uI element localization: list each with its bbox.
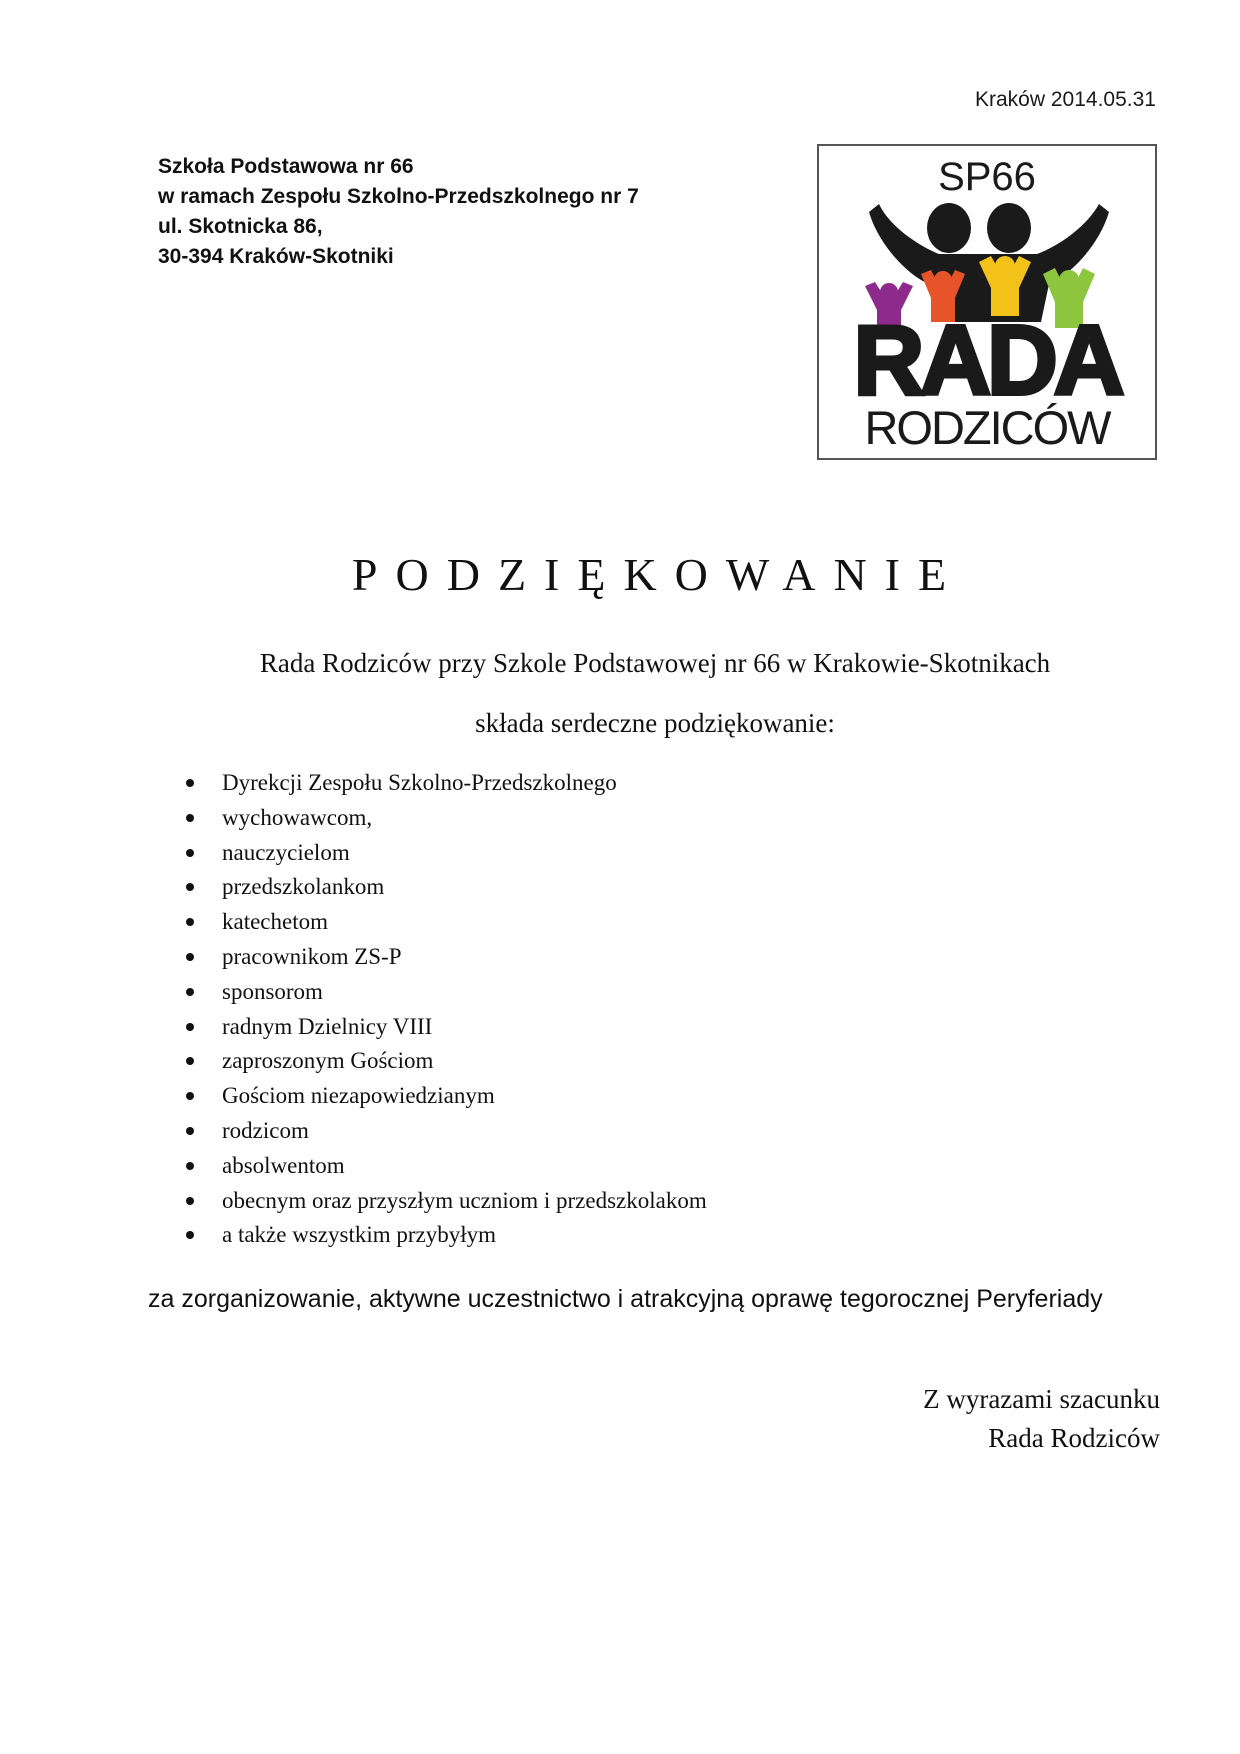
bullet-icon (186, 1092, 194, 1100)
list-item: katechetom (186, 905, 707, 940)
bullet-icon (186, 1162, 194, 1170)
bullet-icon (186, 988, 194, 996)
signoff-line-signature: Rada Rodziców (988, 1423, 1160, 1453)
intro-line-2: składa serdeczne podziękowanie: (475, 708, 835, 738)
sender-address (158, 152, 639, 272)
bullet-icon (186, 1197, 194, 1205)
address-line-street: ul. Skotnicka 86, (158, 215, 323, 238)
address-line-school: Szkoła Podstawowa nr 66 (158, 155, 414, 178)
bullet-icon (186, 1231, 194, 1239)
bullet-icon (186, 849, 194, 857)
list-item: a także wszystkim przybyłym (186, 1218, 707, 1253)
list-item: wychowawcom, (186, 801, 707, 836)
list-item: nauczycielom (186, 836, 707, 871)
bullet-icon (186, 918, 194, 926)
list-item: rodzicom (186, 1114, 707, 1149)
bullet-icon (186, 1127, 194, 1135)
logo-top-text: SP66 (938, 155, 1036, 199)
bullet-icon (186, 1023, 194, 1031)
closing-paragraph: za zorganizowanie, aktywne uczestnictwo i atrakcyjną oprawę tegorocznej Peryferiady (148, 1285, 1103, 1313)
address-line-complex: w ramach Zespołu Szkolno-Przedszkolnego nr 7 (158, 185, 639, 208)
list-item: Dyrekcji Zespołu Szkolno-Przedszkolnego (186, 766, 707, 801)
logo-sub-text: RODZICÓW (864, 401, 1110, 454)
list-item: zaproszonym Gościom (186, 1044, 707, 1079)
bullet-icon (186, 779, 194, 787)
signoff-line-regards: Z wyrazami szacunku (923, 1384, 1160, 1414)
bullet-icon (186, 953, 194, 961)
intro-line: Rada Rodziców przy Szkole Podstawowej nr 66 w Krakowie-Skotnikach (259, 648, 1051, 678)
bullet-icon (186, 814, 194, 822)
list-item: przedszkolankom (186, 870, 707, 905)
address-line-city: 30-394 Kraków-Skotniki (158, 245, 394, 268)
list-item: sponsorom (186, 975, 707, 1010)
bullet-icon (186, 883, 194, 891)
signoff (923, 1380, 1160, 1458)
list-item: obecnym oraz przyszłym uczniom i przedszkolakom (186, 1184, 707, 1219)
logo-main-text: RADA (853, 305, 1121, 415)
rada-rodzicow-logo (817, 144, 1157, 460)
list-item: pracownikom ZS-P (186, 940, 707, 975)
list-item: absolwentom (186, 1149, 707, 1184)
thanks-list (186, 766, 707, 1253)
list-item: radnym Dzielnicy VIII (186, 1010, 707, 1045)
bullet-icon (186, 1057, 194, 1065)
list-item: Gościom niezapowiedzianym (186, 1079, 707, 1114)
document-title: PODZIĘKOWANIE (351, 549, 965, 600)
document-date: Kraków 2014.05.31 (975, 88, 1156, 111)
